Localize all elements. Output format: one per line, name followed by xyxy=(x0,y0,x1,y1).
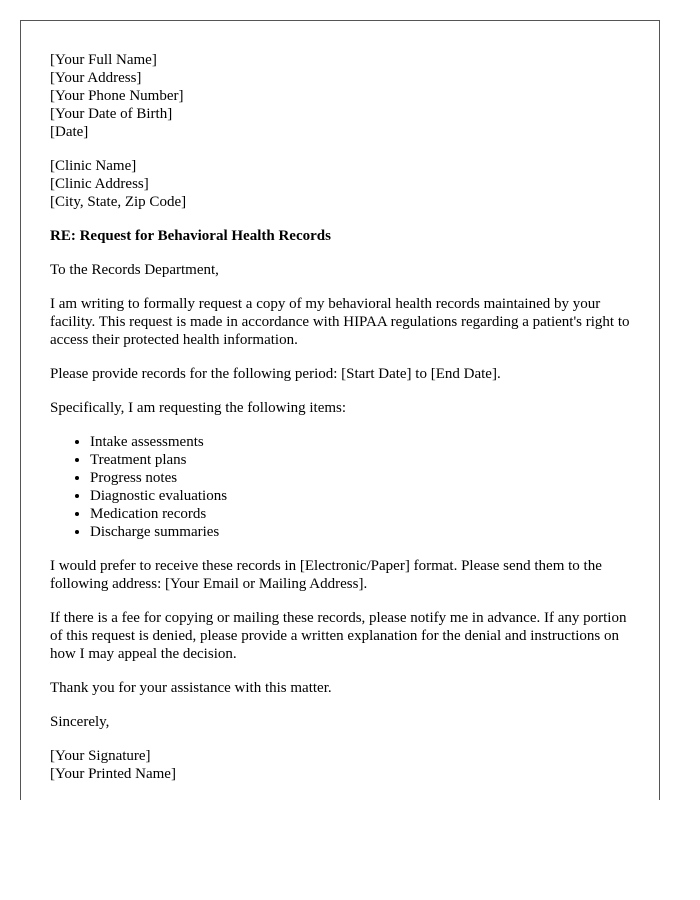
list-item: • Medication records xyxy=(90,505,635,523)
list-item: • Treatment plans xyxy=(90,451,635,469)
sender-block xyxy=(50,51,635,141)
list-item: • Diagnostic evaluations xyxy=(90,487,635,505)
signature-block xyxy=(50,747,635,783)
items-lead-paragraph: Specifically, I am requesting the following items: xyxy=(50,400,347,416)
signature-line: [Your Signature] xyxy=(50,748,151,764)
clinic-city-state-zip: [City, State, Zip Code] xyxy=(50,194,187,210)
clinic-address: [Clinic Address] xyxy=(50,176,149,192)
thanks-paragraph: Thank you for your assistance with this matter. xyxy=(50,680,332,696)
salutation: To the Records Department, xyxy=(50,262,219,278)
clinic-name: [Clinic Name] xyxy=(50,158,137,174)
closing: Sincerely, xyxy=(50,714,110,730)
sender-dob: [Your Date of Birth] xyxy=(50,106,173,122)
subject-line: RE: Request for Behavioral Health Records xyxy=(50,228,331,244)
sender-name: [Your Full Name] xyxy=(50,52,157,68)
format-paragraph: I would prefer to receive these records in [Electronic/Paper] format. Please send them to the following address: [Your Email or Mailing Address]. xyxy=(50,558,602,592)
requested-items-list xyxy=(50,433,635,541)
printed-name-line: [Your Printed Name] xyxy=(50,766,176,782)
letter-content xyxy=(50,51,635,799)
fees-paragraph: If there is a fee for copying or mailing these records, please notify me in advance. If any portion of this request is denied, please provide a written explanation for the denial and instructions on how I may appeal the decision. xyxy=(50,610,627,662)
sender-phone: [Your Phone Number] xyxy=(50,88,184,104)
list-item: • Intake assessments xyxy=(90,433,635,451)
sender-address: [Your Address] xyxy=(50,70,142,86)
list-item: • Discharge summaries xyxy=(90,523,635,541)
list-item: • Progress notes xyxy=(90,469,635,487)
letter-date: [Date] xyxy=(50,124,89,140)
intro-paragraph: I am writing to formally request a copy of my behavioral health records maintained by your facility. This request is made in accordance with HIPAA regulations regarding a patient's right to access their protected health information. xyxy=(50,296,630,348)
letter-page xyxy=(20,20,660,800)
recipient-block xyxy=(50,157,635,211)
period-paragraph: Please provide records for the following period: [Start Date] to [End Date]. xyxy=(50,366,501,382)
